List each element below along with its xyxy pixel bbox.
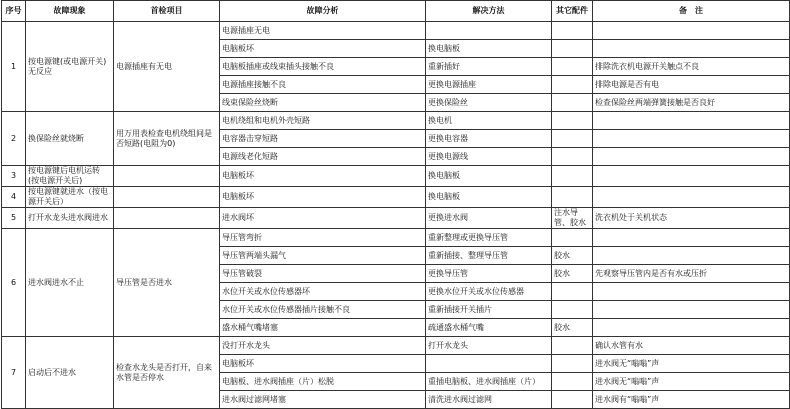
row-number: 6 [2,229,26,337]
solution: 更换电容器 [426,130,552,148]
fault-analysis: 电源插座接触不良 [220,76,426,94]
solution: 更换电源插座 [426,76,552,94]
solution: 重新插好 [426,58,552,76]
remark [593,247,790,265]
fault-analysis: 导压管破裂 [220,265,426,283]
other-parts: 胶水 [552,247,593,265]
fault-analysis: 没打开水龙头 [220,337,426,355]
fault-analysis: 电脑板坏 [220,187,426,208]
remark: 排除洗衣机电源开关触点不良 [593,58,790,76]
fault-table [1,0,790,409]
other-parts [552,166,593,187]
solution: 换电脑板 [426,40,552,58]
fault-analysis: 盛水桶气嘴堵塞 [220,319,426,337]
other-parts [552,112,593,130]
header-symptom: 故障现象 [26,1,114,22]
other-parts [552,40,593,58]
other-parts [552,94,593,112]
remark [593,22,790,40]
remark: 检查保险丝两端弹簧接触是否良好 [593,94,790,112]
fault-symptom: 按电源键就进水（按电源开关后） [26,187,114,208]
remark [593,229,790,247]
other-parts [552,229,593,247]
solution: 更换进水阀 [426,208,552,229]
fault-symptom: 启动后不进水 [26,337,114,409]
solution: 更换导压管 [426,265,552,283]
other-parts [552,187,593,208]
remark: 确认水管有水 [593,337,790,355]
other-parts: 注水导管、胶水 [552,208,593,229]
fault-symptom: 换保险丝就烧断 [26,112,114,166]
remark [593,130,790,148]
table-row [2,22,790,40]
fault-symptom: 进水阀进水不止 [26,229,114,337]
header-remark: 备 注 [593,1,790,22]
solution [426,355,552,373]
other-parts [552,76,593,94]
fault-analysis: 导压管弯折 [220,229,426,247]
first-check-item [114,166,220,187]
first-check-item: 导压管是否进水 [114,229,220,337]
table-row [2,166,790,187]
remark [593,187,790,208]
fault-symptom: 打开水龙头进水阀进水 [26,208,114,229]
other-parts [552,355,593,373]
fault-analysis: 电脑板、进水阀插座（片）松脱 [220,373,426,391]
row-number: 2 [2,112,26,166]
other-parts [552,373,593,391]
remark [593,40,790,58]
solution: 打开水龙头 [426,337,552,355]
header-parts: 其它配件 [552,1,593,22]
solution: 重新整理或更换导压管 [426,229,552,247]
solution: 更换保险丝 [426,94,552,112]
header-analysis: 故障分析 [220,1,426,22]
other-parts [552,301,593,319]
table-row [2,208,790,229]
fault-analysis: 电脑板坏 [220,166,426,187]
remark [593,319,790,337]
other-parts [552,337,593,355]
fault-symptom: 按电源键后电机运转(按电源开关后) [26,166,114,187]
other-parts [552,283,593,301]
other-parts [552,130,593,148]
row-number: 3 [2,166,26,187]
other-parts [552,22,593,40]
solution: 换电脑板 [426,187,552,208]
other-parts: 胶水 [552,265,593,283]
first-check-item: 电源插座有无电 [114,22,220,112]
first-check-item [114,187,220,208]
first-check-item [114,208,220,229]
fault-analysis: 电源线老化短路 [220,148,426,166]
other-parts [552,148,593,166]
table-row [2,112,790,130]
header-row [2,1,790,22]
fault-analysis: 进水阀过滤网堵塞 [220,391,426,409]
remark [593,166,790,187]
fault-analysis: 导压管两端头漏气 [220,247,426,265]
fault-analysis: 电源插座无电 [220,22,426,40]
solution: 换电机 [426,112,552,130]
remark: 进水阀无“嗡嗡”声 [593,355,790,373]
fault-analysis: 线束保险丝烧断 [220,94,426,112]
other-parts: 胶水 [552,319,593,337]
fault-analysis: 进水阀坏 [220,208,426,229]
fault-analysis: 水位开关或水位传感器坏 [220,283,426,301]
remark: 进水阀有“嗡嗡”声 [593,391,790,409]
remark [593,148,790,166]
solution: 重新插接开关插片 [426,301,552,319]
table-row [2,229,790,247]
solution: 更换水位开关或水位传感器 [426,283,552,301]
first-check-item: 用万用表检查电机绕组间是否短路(电阻为0) [114,112,220,166]
solution: 重插电脑板、进水阀插座（片） [426,373,552,391]
fault-analysis: 电脑板坏 [220,40,426,58]
first-check-item: 检查水龙头是否打开，自来水管是否停水 [114,337,220,409]
remark: 排除电源是否有电 [593,76,790,94]
solution: 重新插接、整理导压管 [426,247,552,265]
solution: 清洗进水阀过滤网 [426,391,552,409]
solution: 更换电源线 [426,148,552,166]
remark: 洗衣机处于关机状态 [593,208,790,229]
table-row [2,337,790,355]
row-number: 4 [2,187,26,208]
fault-symptom: 按电源键(或电源开关)无反应 [26,22,114,112]
remark: 先观察导压管内是否有水或压折 [593,265,790,283]
solution: 疏通盛水桶气嘴 [426,319,552,337]
header-check: 首检项目 [114,1,220,22]
remark [593,301,790,319]
table-body [2,22,790,409]
solution: 换电脑板 [426,166,552,187]
fault-analysis: 电脑板坏 [220,355,426,373]
fault-analysis: 水位开关或水位传感器插片接触不良 [220,301,426,319]
row-number: 1 [2,22,26,112]
header-no: 序号 [2,1,26,22]
other-parts [552,58,593,76]
fault-analysis: 电机绕组和电机外壳短路 [220,112,426,130]
header-solution: 解决方法 [426,1,552,22]
fault-analysis: 电脑板插座或线束插头接触不良 [220,58,426,76]
table-row [2,187,790,208]
fault-analysis: 电容器击穿短路 [220,130,426,148]
remark [593,283,790,301]
remark: 进水阀无“嗡嗡”声 [593,373,790,391]
solution [426,22,552,40]
row-number: 7 [2,337,26,409]
row-number: 5 [2,208,26,229]
remark [593,112,790,130]
